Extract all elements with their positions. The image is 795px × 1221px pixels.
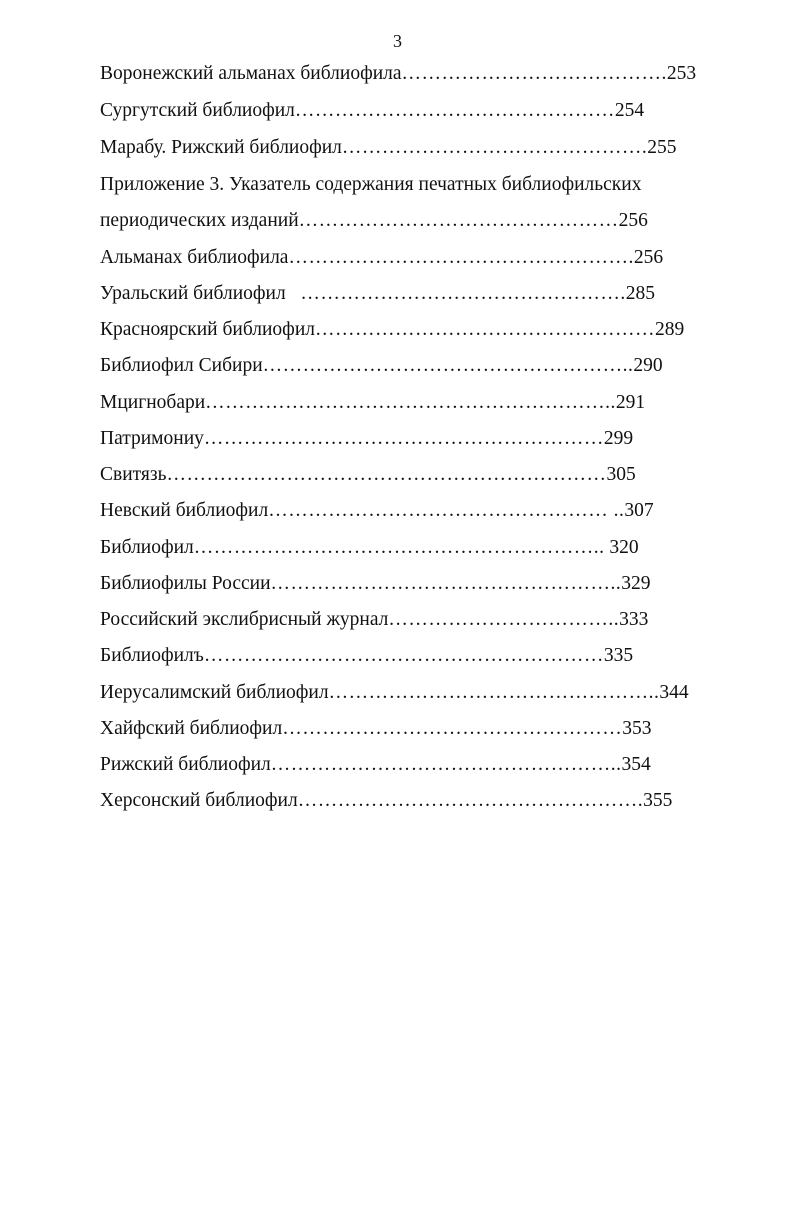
- toc-entry: [100, 715, 651, 743]
- toc-entry-title: Мцигнобари: [100, 392, 206, 413]
- toc-entry-title: Свитязь: [100, 464, 167, 485]
- toc-entry: [100, 316, 684, 344]
- toc-entry-page: 285: [625, 283, 655, 304]
- toc-leader-dots: ………………………………………….: [300, 283, 626, 304]
- toc-entry-page: 320: [604, 537, 639, 558]
- toc-leader-dots: ………………………………….: [401, 63, 667, 84]
- toc-entry-page: 291: [615, 392, 646, 413]
- toc-leader-dots: …………………………………………..: [328, 682, 660, 703]
- toc-leader-dots: …………………………………………: [294, 100, 615, 121]
- page-number: 3: [393, 31, 402, 51]
- toc-entry-title: Библиофилы России: [100, 573, 271, 594]
- toc-leader-dots: ……………………………………………..: [270, 573, 622, 594]
- toc-leader-dots: ……………………………..: [388, 609, 620, 630]
- toc-entry-page: 307: [624, 500, 654, 521]
- toc-entry: [100, 751, 651, 779]
- toc-entry-page: 253: [666, 63, 697, 84]
- toc-entry: [100, 787, 672, 815]
- toc-entry-title: Приложение 3. Указатель содержания печатных библиофильских: [100, 174, 642, 195]
- toc-leader-dots: ……………………………………….: [341, 137, 648, 158]
- toc-entry: [100, 425, 633, 453]
- toc-leader-dots: ……………………………………………………: [203, 645, 604, 666]
- toc-entry-title: Рижский библиофил: [100, 754, 271, 775]
- toc-leader-dots: ……………………………………………………..: [193, 537, 605, 558]
- toc-entry: [100, 606, 648, 634]
- toc-entry-page: 353: [622, 718, 652, 739]
- toc-leader-dots: ……………………………………………………: [203, 428, 604, 449]
- toc-entry: [100, 679, 689, 707]
- toc-entry-title: Иерусалимский библиофил: [100, 682, 329, 703]
- toc-entry: [100, 60, 696, 88]
- toc-entry-page: 329: [621, 573, 651, 594]
- toc-entry-page: 305: [606, 464, 636, 485]
- toc-entry-title: Невский библиофил: [100, 500, 269, 521]
- toc-leader-dots: …………………………………………….: [297, 790, 644, 811]
- toc-entry-title: Библиофилъ: [100, 645, 204, 666]
- toc-leader-dots: ……………………………………………: [315, 319, 655, 340]
- toc-entry-page: 256: [618, 210, 648, 231]
- toc-entry-page: 299: [603, 428, 634, 449]
- toc-entry-title: Марабу. Рижский библиофил: [100, 137, 342, 158]
- toc-entry-title: Херсонский библиофил: [100, 790, 298, 811]
- toc-leader-dots: ……………………………………………..: [270, 754, 622, 775]
- toc-entry: [100, 207, 648, 235]
- toc-entry-page: 256: [633, 247, 664, 268]
- toc-entry: [100, 642, 633, 670]
- toc-appendix-heading: [100, 171, 641, 199]
- toc-entry-page: 254: [614, 100, 645, 121]
- toc-entry-title: Красноярский библиофил: [100, 319, 315, 340]
- toc-entry-title: Уральский библиофил: [100, 283, 301, 304]
- toc-entry-page: 335: [603, 645, 634, 666]
- toc-entry-title: Воронежский альманах библиофила: [100, 63, 402, 84]
- toc-entry-page: 290: [633, 355, 663, 376]
- toc-entry-title: Библиофил: [100, 537, 194, 558]
- toc-leader-dots: …………………………………………………………: [166, 464, 607, 485]
- toc-entry-page: 344: [659, 682, 689, 703]
- toc-entry-title: Патримониу: [100, 428, 204, 449]
- toc-entry: [100, 461, 636, 489]
- toc-entry-title: периодических изданий: [100, 210, 299, 231]
- toc-entry: [100, 244, 663, 272]
- toc-entry: [100, 280, 655, 308]
- toc-entry: [100, 570, 651, 598]
- toc-entry-title: Альманах библиофила: [100, 247, 289, 268]
- toc-leader-dots: ………………………………………………..: [262, 355, 634, 376]
- toc-entry: [100, 134, 677, 162]
- toc-entry-page: 354: [621, 754, 651, 775]
- toc-leader-dots: …………………………………………….: [288, 247, 634, 268]
- toc-entry: [100, 352, 663, 380]
- toc-entry: [100, 534, 639, 562]
- toc-entry-title: Сургутский библиофил: [100, 100, 295, 121]
- toc-leader-dots: ……………………………………………: [282, 718, 623, 739]
- toc-leader-dots: ……………………………………………………..: [205, 392, 616, 413]
- toc-entry-page: 289: [655, 319, 685, 340]
- toc-entry-page: 333: [619, 609, 649, 630]
- toc-entry: [100, 389, 645, 417]
- toc-entry-page: 355: [643, 790, 673, 811]
- toc-entry-title: Российский экслибрисный журнал: [100, 609, 389, 630]
- toc-entry-title: Библиофил Сибири: [100, 355, 263, 376]
- toc-entry-title: Хайфский библиофил: [100, 718, 283, 739]
- toc-entry: [100, 497, 654, 525]
- toc-leader-dots: …………………………………………… ..: [268, 500, 625, 521]
- toc-entry-page: 255: [647, 137, 677, 158]
- table-of-contents: [0, 60, 795, 820]
- toc-entry: [100, 97, 644, 125]
- toc-leader-dots: …………………………………………: [298, 210, 619, 231]
